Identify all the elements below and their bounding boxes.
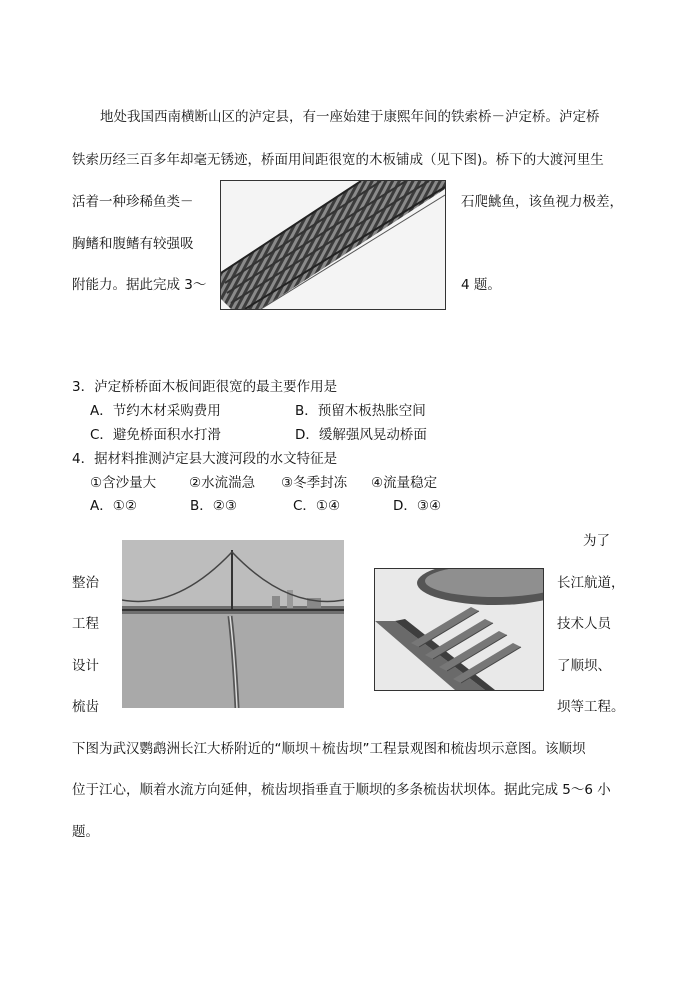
intro-line-3-right: 石爬鮡鱼，该鱼视力极差， — [461, 194, 623, 210]
q3-option-d: D．缓解强风晃动桥面 — [295, 427, 427, 443]
q4-option-b: B．②③ — [190, 498, 237, 514]
para2-left-3: 工程 — [72, 616, 99, 632]
q4-item-1: ①含沙量大 — [90, 475, 157, 491]
para2-right-2: 长江航道， — [557, 575, 625, 591]
para2-line-6: 下图为武汉鹦鹉洲长江大桥附近的“顺坝＋梳齿坝”工程景观图和梳齿坝示意图。该顺坝 — [72, 741, 586, 757]
para2-right-3: 技术人员 — [557, 616, 611, 632]
intro-line-3-left: 活着一种珍稀鱼类－ — [72, 194, 194, 210]
q3-stem: 3．泸定桥桥面木板间距很宽的最主要作用是 — [72, 379, 338, 395]
yangtze-dam-landscape-photo — [122, 540, 344, 708]
para2-right-5: 坝等工程。 — [557, 699, 625, 715]
q3-option-c: C．避免桥面积水打滑 — [90, 427, 221, 443]
q3-option-b: B．预留木板热胀空间 — [295, 403, 426, 419]
intro-line-1: 地处我国西南横断山区的泸定县，有一座始建于康熙年间的铁索桥－泸定桥。泸定桥 — [100, 109, 600, 125]
q4-item-2: ②水流湍急 — [189, 475, 256, 491]
para2-left-4: 设计 — [72, 658, 99, 674]
q4-item-3: ③冬季封冻 — [281, 475, 348, 491]
q4-option-d: D．③④ — [393, 498, 442, 514]
intro-line-2: 铁索历经三百多年却毫无锈迹，桥面用间距很宽的木板铺成（见下图)。桥下的大渡河里生 — [72, 152, 604, 168]
q4-item-4: ④流量稳定 — [371, 475, 438, 491]
q4-option-a: A．①② — [90, 498, 137, 514]
q4-option-c: C．①④ — [293, 498, 341, 514]
para2-right-4: 了顺坝、 — [557, 658, 611, 674]
q4-stem: 4．据材料推测泸定县大渡河段的水文特征是 — [72, 451, 338, 467]
comb-dam-schematic — [374, 568, 544, 691]
intro-line-4-left: 胸鳍和腹鳍有较强吸 — [72, 236, 194, 252]
para2-line-7: 位于江心，顺着水流方向延伸，梳齿坝指垂直于顺坝的多条梳齿状坝体。据此完成 5～6 小 — [72, 782, 611, 798]
para2-line-8: 题。 — [72, 824, 99, 840]
para2-left-5: 梳齿 — [72, 699, 99, 715]
q3-option-a: A．节约木材采购费用 — [90, 403, 221, 419]
intro-line-5-right: 4 题。 — [461, 277, 501, 293]
para2-left-2: 整治 — [72, 575, 99, 591]
luding-bridge-deck-photo — [220, 180, 446, 310]
intro-line-5-left: 附能力。据此完成 3～ — [72, 277, 207, 293]
para2-right-1: 为了 — [583, 533, 610, 549]
